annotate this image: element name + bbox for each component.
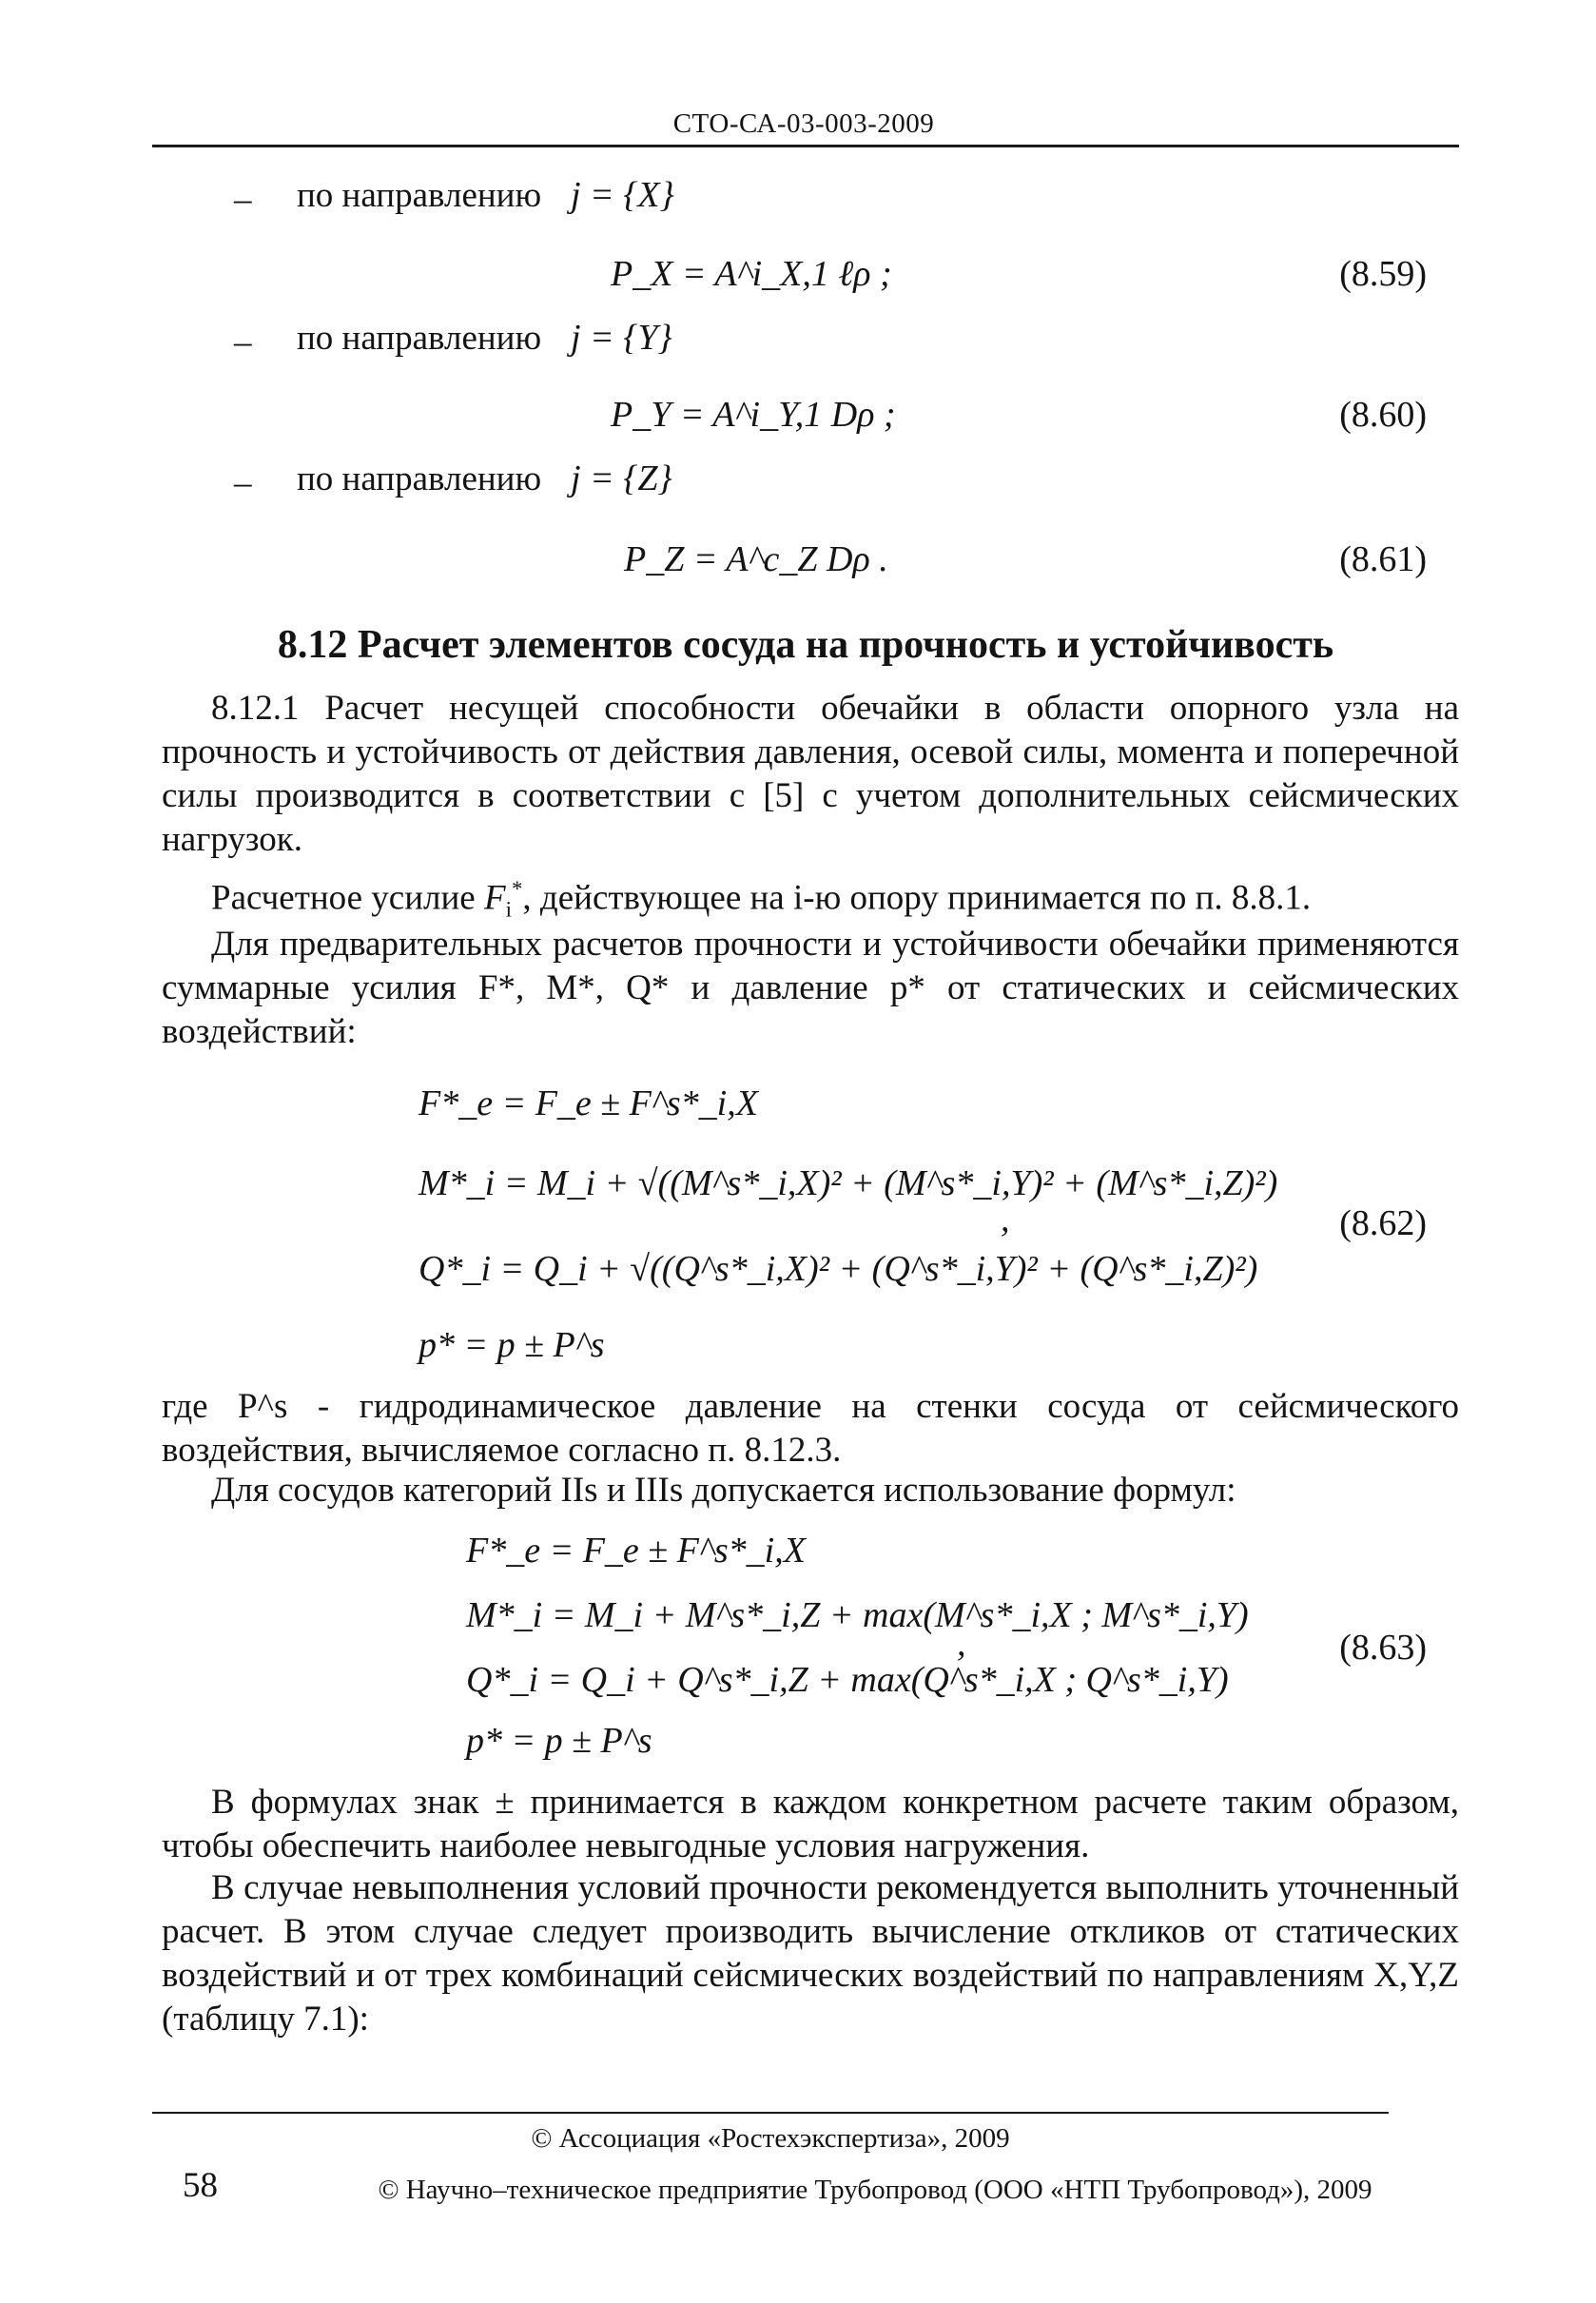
paragraph-categories: Для сосудов категорий IIs и IIIs допускается использование формул:: [211, 1471, 1236, 1510]
direction-set: j = {Y}: [571, 318, 672, 358]
footer-copyright-2: © Научно–техническое предприятие Трубопровод (ООО «НТП Трубопровод»), 2009: [378, 2175, 1372, 2205]
footer-rule: [152, 2112, 1389, 2114]
paragraph-text: Расчетное усилие: [211, 878, 484, 918]
direction-label: по направлению: [297, 319, 542, 358]
eq-8-63-line-2: M*_i = M_i + M^s*_i,Z + max(M^s*_i,X ; M^s*_i,Y): [466, 1595, 1249, 1635]
list-dash: –: [234, 322, 252, 361]
list-dash: –: [234, 463, 252, 502]
eq-8-63-comma: ,: [957, 1624, 966, 1664]
eq-8-62-line-4: p* = p ± P^s: [418, 1325, 605, 1365]
eq-8-63-line-3: Q*_i = Q_i + Q^s*_i,Z + max(Q^s*_i,X ; Q^s*_i,Y): [466, 1660, 1229, 1700]
eq-8-63-line-4: p* = p ± P^s: [466, 1721, 652, 1761]
equation-number-8-61: (8.61): [1339, 539, 1427, 579]
force-symbol: F: [483, 878, 506, 918]
formula-8-61: P_Z = A^c_Z Dρ .: [624, 539, 888, 579]
paragraph-sign: В формулах знак ± принимается в каждом конкретном расчете таким образом, чтобы обеспечить наиболее невыгодные условия нагружения.: [162, 1783, 1459, 1865]
eq-8-63-line-1: F*_e = F_e ± F^s*_i,X: [466, 1531, 806, 1571]
direction-set: j = {X}: [571, 175, 674, 215]
footer-copyright-1: © Ассоциация «Ростехэкспертиза», 2009: [531, 2123, 1010, 2154]
eq-8-62-comma: ,: [1001, 1200, 1010, 1239]
page-number: 58: [183, 2166, 218, 2205]
paragraph-8-12-1: 8.12.1 Расчет несущей способности обечайки в области опорного узла на прочность и устойчивость от действия давления, осевой силы, момента и поперечной силы производится в соответствии с [5] с учетом дополнительных сейсмических нагрузок.: [162, 689, 1459, 859]
header-rule: [152, 145, 1459, 147]
paragraph-text: , действующее на i-ю опору принимается по п. 8.8.1.: [522, 878, 1312, 918]
paragraph-where: где P^s - гидродинамическое давление на стенки сосуда от сейсмического воздействия, вычисляемое согласно п. 8.12.3.: [162, 1387, 1459, 1470]
direction-set: j = {Z}: [571, 459, 672, 498]
formula-8-59: P_X = A^i_X,1 ℓρ ;: [611, 254, 892, 294]
eq-8-62-line-2: M*_i = M_i + √((M^s*_i,X)² + (M^s*_i,Y)² + (M^s*_i,Z)²): [418, 1163, 1278, 1203]
paragraph-design-force: Расчетное усилие $F_i^*$, действующее на i-ю опору принимается по п. 8.8.1.: [211, 877, 1312, 922]
equation-number-8-62: (8.62): [1339, 1203, 1427, 1243]
direction-label: по направлению: [297, 459, 542, 498]
eq-8-62-line-3: Q*_i = Q_i + √((Q^s*_i,X)² + (Q^s*_i,Y)² + (Q^s*_i,Z)²): [418, 1249, 1258, 1289]
paragraph-preliminary: Для предварительных расчетов прочности и устойчивости обечайки применяются суммарные усилия F*, M*, Q* и давление p* от статических и сейсмических воздействий:: [162, 925, 1459, 1051]
equation-number-8-63: (8.63): [1339, 1628, 1427, 1668]
direction-label: по направлению: [297, 176, 542, 215]
document-code-header: СТО-СА-03-003-2009: [672, 108, 935, 139]
equation-number-8-60: (8.60): [1339, 395, 1427, 435]
paragraph-refined: В случае невыполнения условий прочности рекомендуется выполнить уточненный расчет. В этом случае следует производить вычисление откликов от статических воздействий и от трех комбинаций сейсмических воздействий по направлениям X,Y,Z (таблицу 7.1):: [162, 1868, 1459, 2039]
section-title: 8.12 Расчет элементов сосуда на прочность и устойчивость: [277, 623, 1334, 667]
formula-8-60: P_Y = A^i_Y,1 Dρ ;: [611, 395, 896, 435]
equation-number-8-59: (8.59): [1339, 254, 1427, 294]
list-dash: –: [234, 180, 252, 219]
eq-8-62-line-1: F*_e = F_e ± F^s*_i,X: [418, 1083, 758, 1123]
